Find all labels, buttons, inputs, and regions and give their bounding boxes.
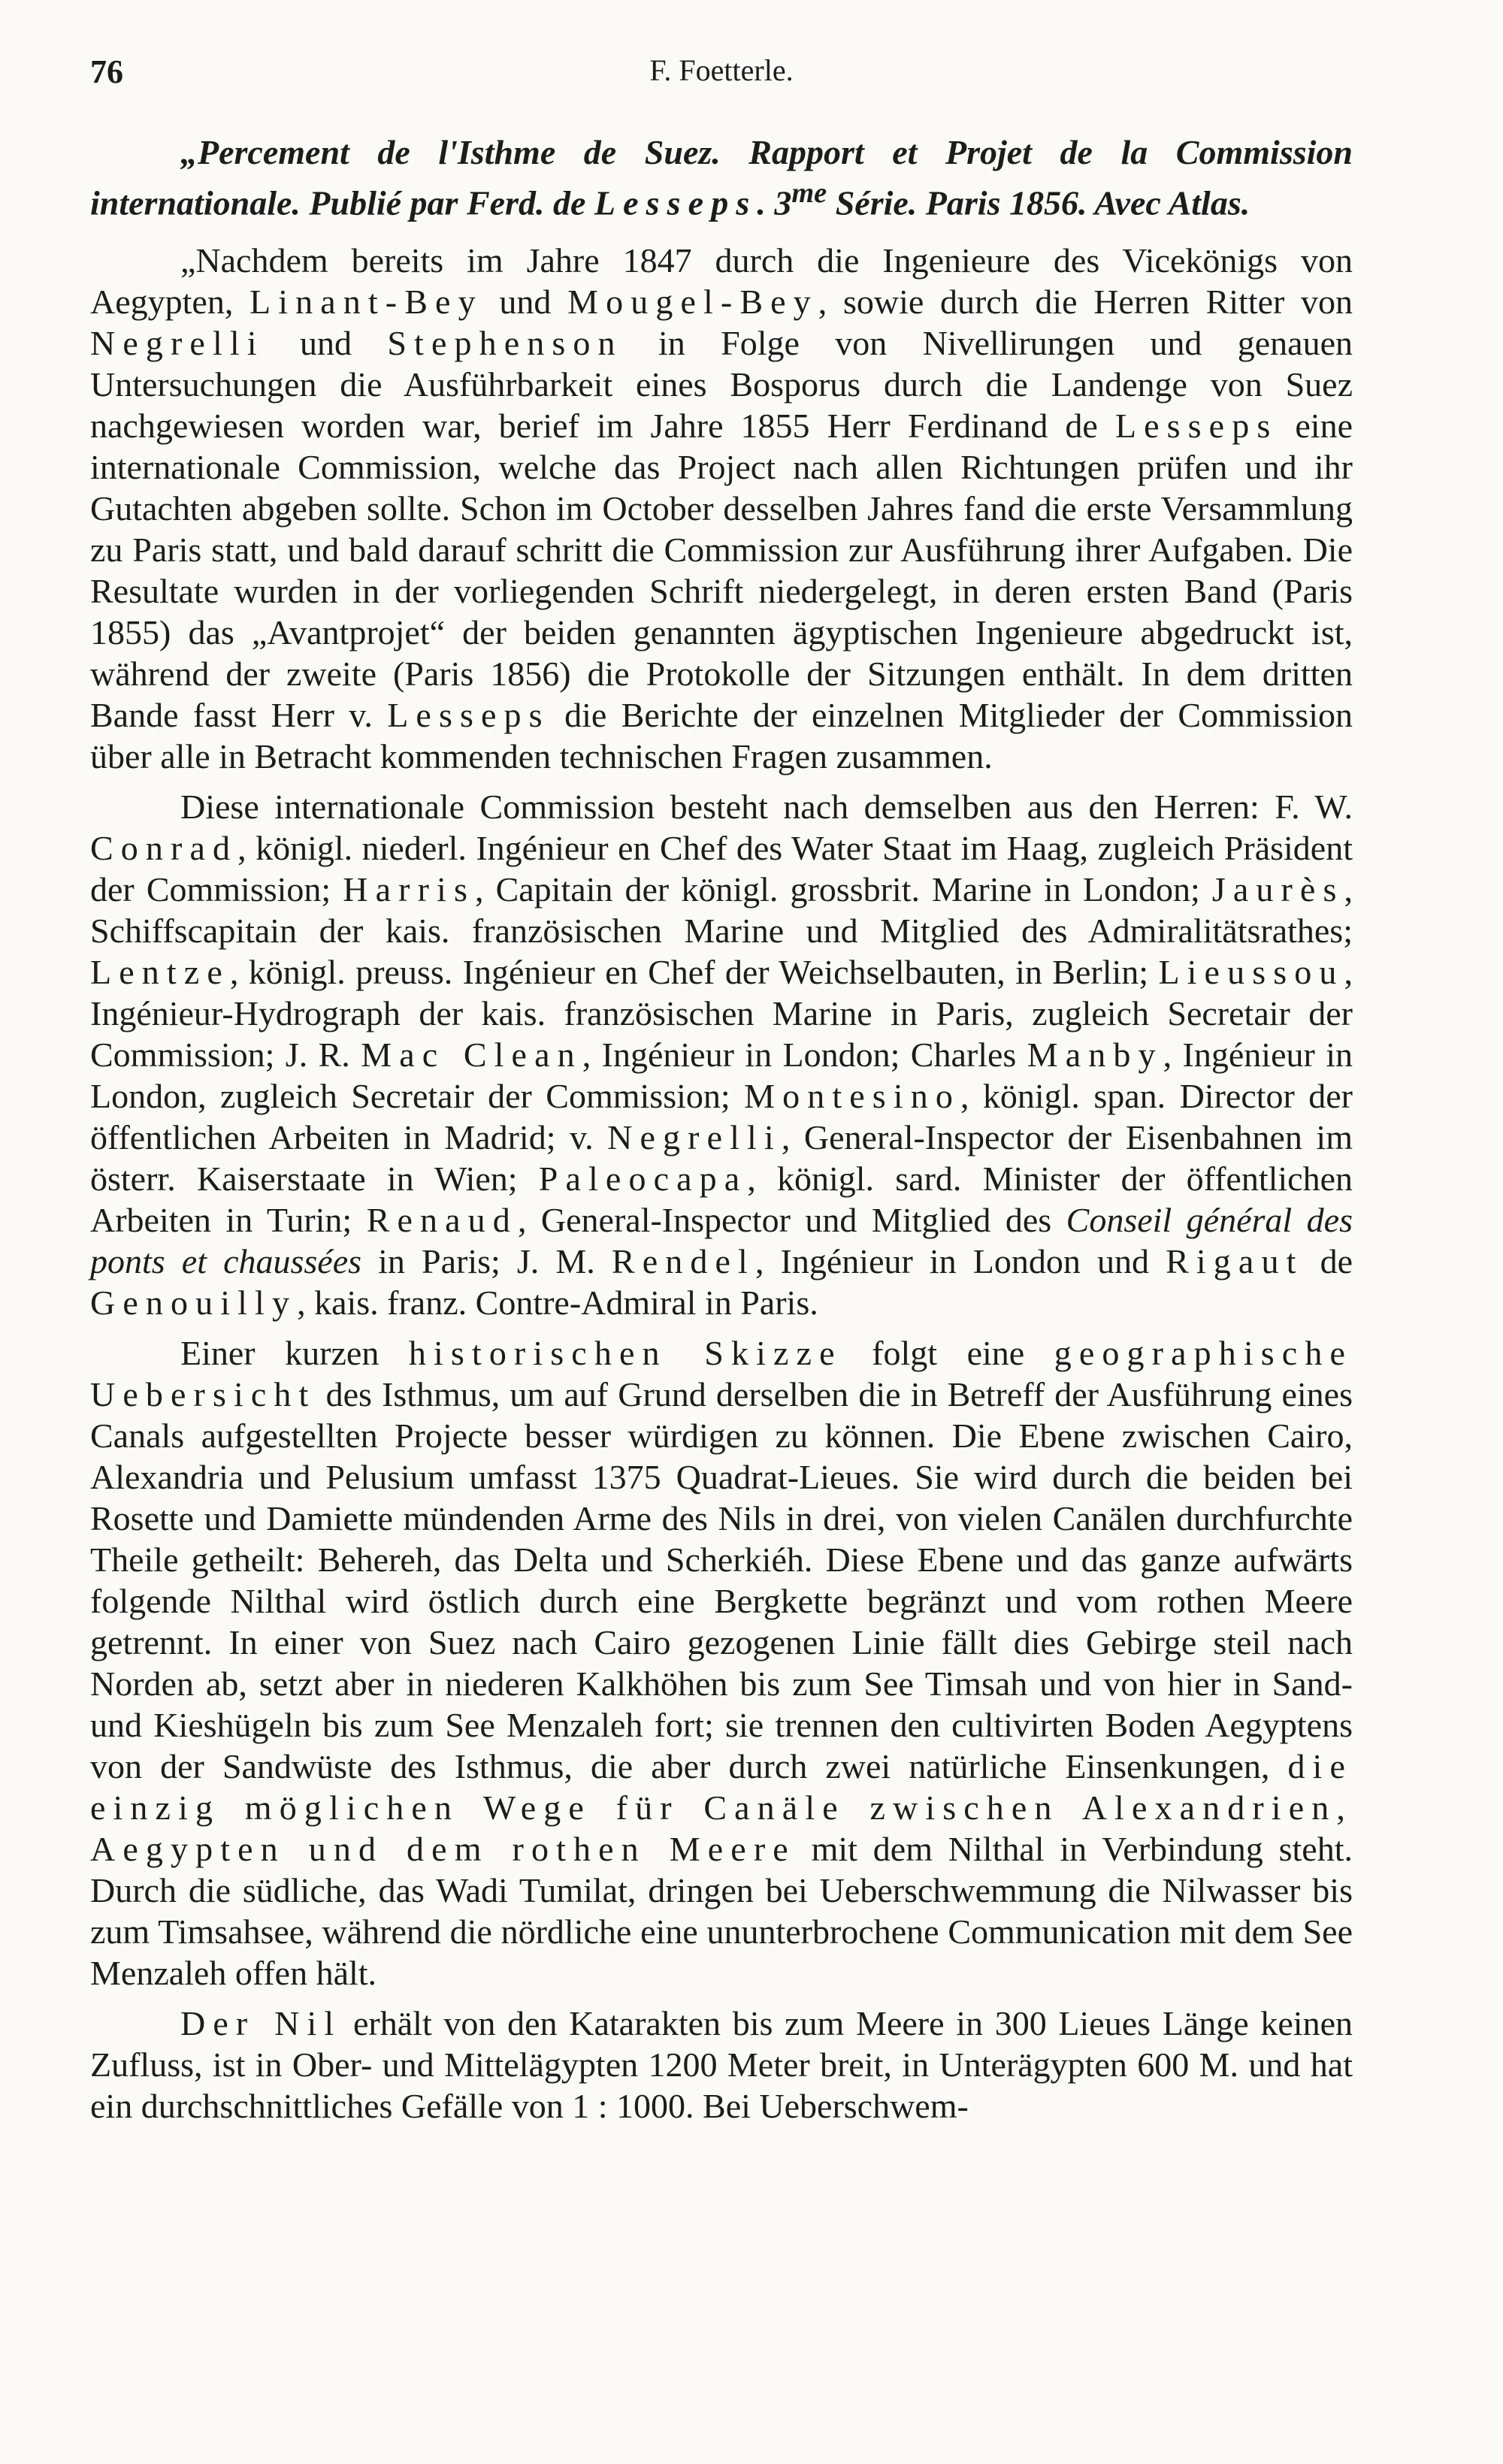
name-span: Lieussou bbox=[1158, 953, 1344, 992]
text-span: „Nachdem bereits im Jahre 1847 durch die Ingenieure des Vicekönigs von Aegypten, bbox=[90, 241, 1353, 322]
text-span: und bbox=[482, 283, 568, 322]
paragraph-1 bbox=[90, 240, 1353, 777]
citation-superscript: me bbox=[791, 177, 827, 209]
paragraph-3 bbox=[90, 1332, 1353, 1994]
page-number: 76 bbox=[90, 53, 123, 90]
name-span: Stephenson bbox=[387, 324, 623, 363]
name-span: Lesseps bbox=[387, 696, 550, 735]
text-span: , Capitain der königl. grossbrit. Marine in London; bbox=[474, 870, 1212, 909]
name-span: Genouilly bbox=[90, 1283, 298, 1323]
text-span: in Paris; J. M. bbox=[361, 1242, 612, 1281]
name-span: Mac Clean bbox=[361, 1035, 582, 1075]
text-span: , General-Inspector der Eisenbahnen im österr. Kaiserstaate in Wien; bbox=[90, 1118, 1353, 1199]
text-span: , königl. sard. Minister der öffentlichen Arbeiten in Turin; bbox=[90, 1159, 1353, 1240]
text-span: mit dem Nilthal in Verbindung steht. Durch die südliche, das Wadi Tumilat, dringen bei Ueberschwemmung die Nilwasser bis zum Timsahsee, während die nördliche eine ununterbrochene Communication mit dem See Menzaleh offen hält. bbox=[90, 1830, 1353, 1993]
citation-text-3: Série. Paris 1856. Avec Atlas. bbox=[827, 183, 1250, 222]
text-span: , Ingénieur in London; Charles bbox=[582, 1035, 1027, 1075]
text-span: folgt eine bbox=[842, 1334, 1054, 1373]
text-span: , Schiffscapitain der kais. französischen Marine und Mitglied des Admiralitätsrathes; bbox=[90, 870, 1353, 951]
spaced-span: geographische Uebersicht bbox=[90, 1334, 1353, 1414]
citation-text-1: „Percement de l'Isthme de Suez. Rapport et Projet de la Commission internationale. Publié par Ferd. de bbox=[90, 133, 1353, 222]
text-span: , sowie durch die Herren Ritter von bbox=[818, 283, 1353, 322]
name-span: Lentze bbox=[90, 953, 230, 992]
paragraph-4 bbox=[90, 2003, 1353, 2127]
text-span: , Ingénieur in London und bbox=[755, 1242, 1166, 1281]
name-span: Paleocapa bbox=[538, 1159, 748, 1199]
name-span: Mougel-Bey bbox=[567, 283, 818, 322]
name-span: Lesseps bbox=[1114, 407, 1278, 446]
text-span: , Ingénieur in London, zugleich Secretair der Commission; bbox=[90, 1035, 1353, 1116]
main-text bbox=[90, 132, 1353, 2136]
name-span: Manby bbox=[1027, 1035, 1163, 1075]
page-header bbox=[90, 53, 1353, 105]
text-span: , Ingénieur-Hydrograph der kais. französischen Marine in Paris, zugleich Secretair der Commission; J. R. bbox=[90, 953, 1353, 1075]
spaced-span: die einzig möglichen Wege für Canäle zwischen Alexandrien, Aegypten und dem rothen Meere bbox=[90, 1747, 1353, 1869]
spaced-span: Der Nil bbox=[180, 2004, 342, 2043]
name-span: Negrelli bbox=[607, 1118, 782, 1157]
text-span: , königl. span. Director der öffentlichen Arbeiten in Madrid; v. bbox=[90, 1077, 1353, 1157]
text-span: in Folge von Nivellirungen und genauen Untersuchungen die Ausführbarkeit eines Bosporus durch die Landenge von Suez nachgewiesen worden war, berief im Jahre 1855 Herr Ferdinand de bbox=[90, 324, 1353, 446]
name-span: Rendel bbox=[611, 1242, 755, 1281]
text-span: , königl. preuss. Ingénieur en Chef der Weichselbauten, in Berlin; bbox=[229, 953, 1159, 992]
spaced-span: historischen Skizze bbox=[408, 1334, 842, 1373]
name-span: Rigaut bbox=[1166, 1242, 1304, 1281]
text-span: , königl. niederl. Ingénieur en Chef des Water Staat im Haag, zugleich Präsident der Commission; bbox=[90, 829, 1353, 909]
text-span: Diese internationale Commission besteht nach demselben aus den Herren: F. W. bbox=[180, 788, 1353, 827]
name-span: Jaurès bbox=[1211, 870, 1344, 909]
citation-paragraph bbox=[90, 132, 1353, 223]
text-span: des Isthmus, um auf Grund derselben die in Betreff der Ausführung eines Canals aufgestellten Projecte besser würdigen zu können. Die Ebene zwischen Cairo, Alexandria und Pelusium umfasst 1375 Quadrat-Lieues. Sie wird durch die beiden bei Rosette und Damiette mündenden Arme des Nils in drei, von vielen Canälen durchfurchte Theile getheilt: Behereh, das Delta und Scherkiéh. Diese Ebene und das ganze aufwärts folgende Nilthal wird östlich durch eine Bergkette begränzt und vom rothen Meere getrennt. In einer von Suez nach Cairo gezogenen Linie fällt dies Gebirge steil nach Norden ab, setzt aber in niederen Kalkhöhen bis zum See Timsah und von hier in Sand- und Kieshügeln bis zum See Menzaleh fort; sie trennen den cultivirten Boden Aegyptens von der Sandwüste des Isthmus, die aber durch zwei natürliche Einsenkungen, bbox=[90, 1375, 1353, 1786]
running-head: F. Foetterle. bbox=[649, 53, 794, 87]
text-span: die Berichte der einzelnen Mitglieder der Commission über alle in Betracht kommenden technischen Fragen zusammen. bbox=[90, 696, 1353, 776]
italic-span: Conseil général des ponts et chaussées bbox=[90, 1201, 1353, 1281]
text-span: und bbox=[264, 324, 388, 363]
text-span: Einer kurzen bbox=[180, 1334, 409, 1373]
text-span: eine internationale Commission, welche das Project nach allen Richtungen prüfen und ihr Gutachten abgeben sollte. Schon im October desselben Jahres fand die erste Versammlung zu Paris statt, und bald darauf schritt die Commission zur Ausführung ihrer Aufgaben. Die Resultate wurden in der vorliegenden Schrift niedergelegt, in deren ersten Band (Paris 1855) das „Avantprojet“ der beiden genannten ägyptischen Ingenieure abgedruckt ist, während der zweite (Paris 1856) die Protokolle der Sitzungen enthält. In dem dritten Bande fasst Herr v. bbox=[90, 407, 1353, 735]
citation-author: Lesseps bbox=[594, 183, 758, 222]
name-span: Renaud bbox=[366, 1201, 518, 1240]
text-span: , kais. franz. Contre-Admiral in Paris. bbox=[297, 1283, 818, 1323]
name-span: Linant-Bey bbox=[249, 283, 483, 322]
paragraph-2 bbox=[90, 786, 1353, 1323]
citation-text-2: . 3 bbox=[757, 183, 792, 222]
text-span: de bbox=[1303, 1242, 1353, 1281]
text-span: erhält von den Katarakten bis zum Meere in 300 Lieues Länge keinen Zufluss, ist in Ober- und Mittelägypten 1200 Meter breit, in Unterägypten 600 M. und hat ein durchschnittliches Gefälle von 1 : 1000. Bei Ueberschwem- bbox=[90, 2004, 1353, 2126]
text-span: , General-Inspector und Mitglied des bbox=[517, 1201, 1066, 1240]
name-span: Harris bbox=[343, 870, 475, 909]
name-span: Negrelli bbox=[90, 324, 265, 363]
name-span: Montesino bbox=[744, 1077, 960, 1116]
name-span: Conrad bbox=[90, 829, 238, 868]
